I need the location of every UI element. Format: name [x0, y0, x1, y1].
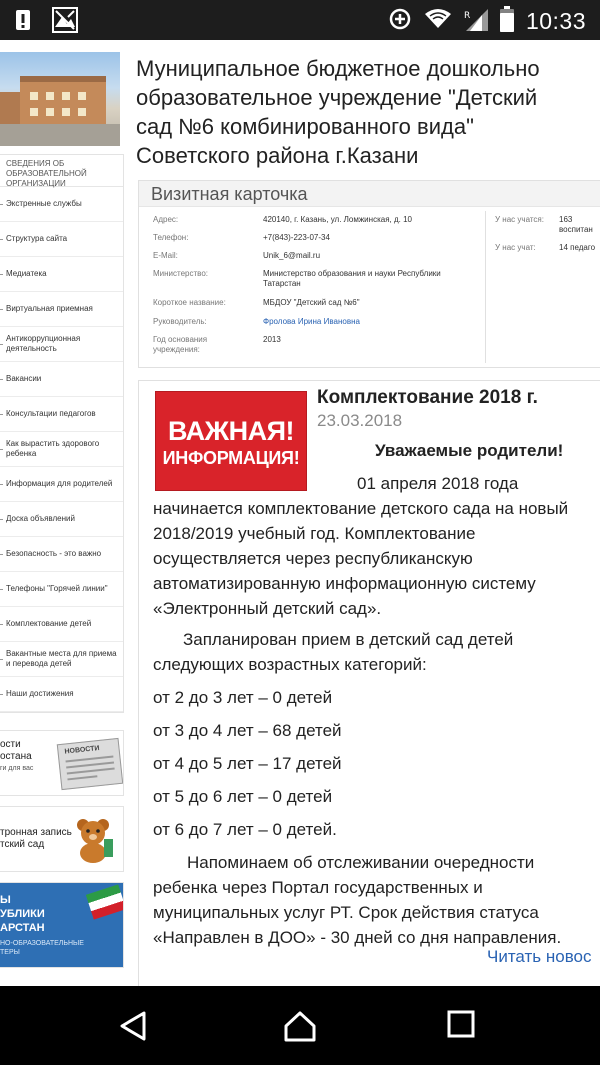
newspaper-icon: НОВОСТИ — [57, 738, 123, 790]
kindergarten-photo[interactable] — [0, 52, 120, 146]
image-icon — [52, 7, 78, 38]
news-banner[interactable] — [0, 730, 124, 796]
students-label: У нас учатся: — [495, 215, 544, 224]
navigation-bar — [0, 986, 600, 1065]
kindergarten-banner-title: тронная запись тский сад — [0, 827, 72, 850]
phone-value[interactable]: +7(843)-223-07-34 — [263, 233, 330, 242]
sidebar-item[interactable]: Комплектование детей — [0, 607, 123, 642]
email-value[interactable]: Unik_6@mail.ru — [263, 251, 321, 260]
email-label: E-Mail: — [153, 251, 178, 260]
news-text-line: 01 апреля 2018 года — [357, 474, 519, 493]
news-text-line: следующих возрастных категорий: — [153, 655, 427, 674]
teddy-bear-icon — [73, 817, 113, 863]
sidebar-header[interactable]: СВЕДЕНИЯ ОБ ОБРАЗОВАТЕЛЬНОЙ ОРГАНИЗАЦИИ — [0, 155, 123, 187]
sidebar-item[interactable]: Виртуальная приемная — [0, 292, 123, 327]
age-group-line: от 2 до 3 лет – 0 детей — [153, 688, 333, 707]
recents-icon[interactable] — [447, 1010, 475, 1043]
news-banner-subtitle: ги для вас — [0, 765, 34, 772]
news-text-line: осуществляется через республиканскую — [153, 549, 473, 568]
web-page[interactable] — [0, 40, 600, 986]
address-label: Адрес: — [153, 215, 179, 224]
sidebar-item[interactable]: Доска объявлений — [0, 502, 123, 537]
republic-banner-subtitle: НО-ОБРАЗОВАТЕЛЬНЫЕ ТЕРЫ — [0, 940, 84, 956]
sidebar-item[interactable]: Структура сайта — [0, 222, 123, 257]
business-card — [138, 180, 600, 368]
business-card-title: Визитная карточка — [139, 181, 600, 207]
news-text-line: начинается комплектование детского сада на новый — [153, 499, 569, 518]
news-text-line: 2018/2019 учебный год. Комплектование — [153, 524, 476, 543]
short-name-label: Короткое название: — [153, 298, 226, 307]
news-text-line: ребенка через Портал государственных и — [153, 878, 483, 897]
teachers-value: 14 педаго — [559, 243, 596, 252]
news-text-line: «Электронный детский сад». — [153, 599, 382, 618]
news-date: 23.03.2018 — [317, 411, 403, 430]
ministry-label: Министерство: — [153, 269, 208, 278]
organization-title: Муниципальное бюджетное дошкольно образовательное учреждение "Детский сад №6 комбинированного вида" Советского района г.Казани — [136, 56, 540, 168]
data-saver-icon — [388, 7, 412, 36]
head-label: Руководитель: — [153, 317, 207, 326]
sidebar-item[interactable]: Медиатека — [0, 257, 123, 292]
ministry-value: Министерство образования и науки Республики Татарстан — [263, 269, 441, 288]
battery-icon — [500, 6, 514, 37]
sidebar-item[interactable]: Как вырастить здорового ребенка — [0, 432, 123, 467]
news-text-line: Напоминаем об отслеживании очередности — [187, 853, 535, 872]
age-group-line: от 5 до 6 лет – 0 детей — [153, 787, 333, 806]
head-link[interactable]: Фролова Ирина Ивановна — [263, 317, 360, 326]
short-name-value: МБДОУ "Детский сад №6" — [263, 298, 360, 307]
card-divider — [485, 211, 486, 363]
founded-label: Год основания учреждения: — [153, 335, 208, 354]
tatarstan-flag-icon — [86, 884, 124, 919]
sidebar-item[interactable]: Консультации педагогов — [0, 397, 123, 432]
sidebar-item[interactable]: Наши достижения — [0, 677, 123, 712]
back-icon[interactable] — [118, 1010, 148, 1047]
news-banner-title: ости остана — [0, 739, 32, 762]
sidebar-item[interactable]: Вакансии — [0, 362, 123, 397]
alert-icon — [16, 8, 30, 37]
sidebar-item[interactable]: Безопасность - это важно — [0, 537, 123, 572]
teachers-label: У нас учат: — [495, 243, 536, 252]
status-bar — [0, 0, 600, 40]
age-group-line: от 3 до 4 лет – 68 детей — [153, 721, 342, 740]
read-more-link[interactable]: Читать новос — [487, 947, 592, 966]
news-text-line: муниципальных услуг РТ. Срок действия статуса — [153, 903, 539, 922]
sidebar-item[interactable]: Информация для родителей — [0, 467, 123, 502]
phone-label: Телефон: — [153, 233, 189, 242]
sidebar-item[interactable]: Экстренные службы — [0, 187, 123, 222]
news-text-line: Запланирован прием в детский сад детей — [183, 630, 514, 649]
sidebar-item[interactable]: Вакантные места для приема и перевода детей — [0, 642, 123, 677]
address-value: 420140, г. Казань, ул. Ломжинская, д. 10 — [263, 215, 412, 224]
news-greeting: Уважаемые родители! — [375, 441, 564, 460]
news-title[interactable]: Комплектование 2018 г. — [317, 387, 538, 408]
wifi-icon — [424, 8, 452, 35]
republic-education-banner[interactable] — [0, 882, 124, 968]
svg-text:R: R — [463, 11, 471, 21]
sidebar-item[interactable]: Антикоррупционная деятельность — [0, 327, 123, 362]
republic-banner-title: Ы УБЛИКИ АРСТАН — [0, 894, 45, 934]
news-article — [138, 380, 600, 986]
signal-icon — [464, 7, 488, 36]
home-icon[interactable] — [283, 1010, 317, 1047]
sidebar — [0, 52, 126, 713]
news-text-line: автоматизированную информационную систему — [153, 574, 536, 593]
founded-value: 2013 — [263, 335, 281, 344]
clock: 10:33 — [525, 8, 586, 34]
age-group-line: от 6 до 7 лет – 0 детей. — [153, 820, 337, 839]
kindergarten-enrollment-banner[interactable] — [0, 806, 124, 872]
sidebar-item[interactable]: Телефоны "Горячей линии" — [0, 572, 123, 607]
age-group-line: от 4 до 5 лет – 17 детей — [153, 754, 342, 773]
students-value: 163 воспитан — [559, 215, 593, 234]
important-info-image[interactable]: ВАЖНАЯ! ИНФОРМАЦИЯ! — [155, 391, 307, 491]
news-text-line: «Направлен в ДОО» - 30 дней со дня направления. — [153, 928, 562, 947]
sidebar-menu — [0, 154, 124, 713]
